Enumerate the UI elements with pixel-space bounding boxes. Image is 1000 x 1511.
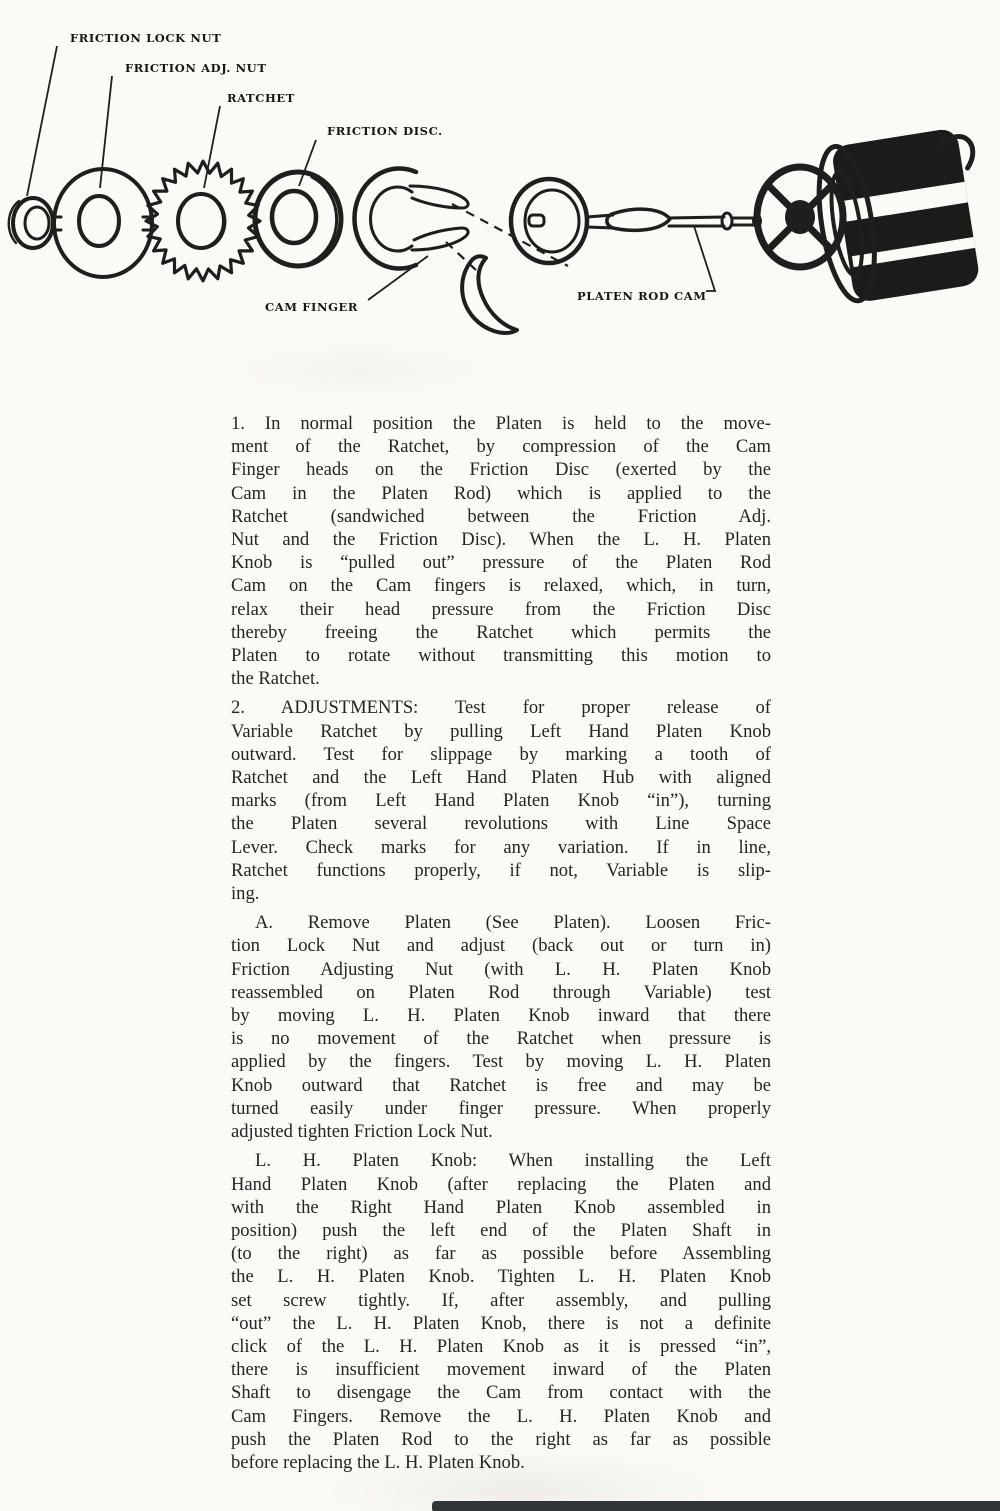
cam-finger-part [354, 169, 568, 333]
paragraph [231, 412, 771, 690]
text-line: Ratchet functions properly, if not, Variable is slip- [231, 859, 771, 881]
text-line: 2. ADJUSTMENTS: Test for proper release of [231, 697, 771, 719]
text-line: Finger heads on the Friction Disc (exerted by the [231, 459, 771, 481]
text-line: reassembled on Platen Rod through Variable) test [231, 981, 771, 1003]
text-line: Hand Platen Knob (after replacing the Platen and [231, 1173, 771, 1195]
label-ratchet: RATCHET [227, 91, 295, 105]
text-line: Knob is “pulled out” pressure of the Platen Rod [231, 552, 771, 574]
text-line: Platen to rotate without transmitting this motion to [231, 645, 771, 667]
platen-rod-cam-part [607, 209, 670, 230]
text-line: Cam on the Cam fingers is relaxed, which, in turn, [231, 575, 771, 597]
paragraph [231, 696, 771, 905]
text-line: “out” the L. H. Platen Knob, there is not a definite [231, 1312, 771, 1334]
paragraph [231, 1149, 771, 1474]
leader-friction-lock-nut [27, 46, 57, 196]
platen-rod [511, 179, 761, 263]
cam-finger-upper-prong [410, 186, 468, 208]
text-line: Nut and the Friction Disc). When the L. H. Platen [231, 529, 771, 551]
text-line: applied by the fingers. Test by moving L. H. Platen [231, 1051, 771, 1073]
text-line: the Platen several revolutions with Line Space [231, 813, 771, 835]
text-line: position) push the left end of the Platen Shaft in [231, 1219, 771, 1241]
text-line: Ratchet (sandwiched between the Friction Adj. [231, 505, 771, 527]
text-line: set screw tightly. If, after assembly, and pulling [231, 1289, 771, 1311]
text-line: A. Remove Platen (See Platen). Loosen Fric- [255, 912, 771, 934]
leader-platen-rod-cam [694, 226, 715, 291]
text-line: Shaft to disengage the Cam from contact with the [231, 1382, 771, 1404]
body-text [231, 412, 771, 1480]
text-line: Friction Adjusting Nut (with L. H. Platen Knob [231, 958, 771, 980]
label-cam-finger: CAM FINGER [265, 300, 359, 314]
leader-ratchet [204, 106, 220, 188]
text-line: is no movement of the Ratchet when pressure is [231, 1028, 771, 1050]
text-line: with the Right Hand Platen Knob assembled in [231, 1196, 771, 1218]
text-line: ment of the Ratchet, by compression of the Cam [231, 436, 771, 458]
platen-hub [757, 167, 843, 267]
text-line: Cam Fingers. Remove the L. H. Platen Knob and [231, 1405, 771, 1427]
text-line: adjusted tighten Friction Lock Nut. [231, 1121, 493, 1143]
text-line: marks (from Left Hand Platen Knob “in”), turning [231, 790, 771, 812]
cam-finger-segment [462, 256, 517, 333]
text-line: before replacing the L. H. Platen Knob. [231, 1451, 525, 1473]
label-friction-disc: FRICTION DISC. [327, 124, 443, 138]
platen-rod-stub [529, 215, 544, 226]
friction-disc-part [255, 172, 341, 266]
text-line: click of the L. H. Platen Knob as it is pressed “in”, [231, 1335, 771, 1357]
text-line: Variable Ratchet by pulling Left Hand Platen Knob [231, 720, 771, 742]
text-line: ing. [231, 883, 260, 905]
text-line: Lever. Check marks for any variation. If in line, [231, 836, 771, 858]
text-line: by moving L. H. Platen Knob inward that there [231, 1005, 771, 1027]
paragraph [231, 911, 771, 1143]
text-line: L. H. Platen Knob: When installing the Left [255, 1150, 771, 1172]
cam-finger-lower-prong [412, 228, 468, 250]
text-line: the Ratchet. [231, 668, 320, 690]
platen-knob [810, 125, 994, 306]
text-line: the L. H. Platen Knob. Tighten L. H. Platen Knob [231, 1266, 771, 1288]
text-line: Cam in the Platen Rod) which is applied to the [231, 482, 771, 504]
label-friction-adj-nut: FRICTION ADJ. NUT [125, 61, 267, 75]
ratchet-part [146, 161, 260, 281]
scan-edge-artifact [432, 1501, 1000, 1511]
text-line: turned easily under finger pressure. When properly [231, 1097, 771, 1119]
text-line: Knob outward that Ratchet is free and may be [231, 1074, 771, 1096]
ratchet-gear-outline [146, 161, 260, 281]
friction-adj-nut [52, 169, 153, 277]
text-line: tion Lock Nut and adjust (back out or turn in) [231, 935, 771, 957]
label-friction-lock-nut: FRICTION LOCK NUT [70, 31, 222, 45]
label-platen-rod-cam: PLATEN ROD CAM [577, 289, 707, 303]
friction-lock-nut [9, 198, 53, 248]
exploded-parts-diagram [0, 0, 1000, 352]
text-line: (to the right) as far as possible before Assembling [231, 1243, 771, 1265]
text-line: push the Platen Rod to the right as far as possible [231, 1428, 771, 1450]
text-line: thereby freeing the Ratchet which permits the [231, 621, 771, 643]
text-line: there is insufficient movement inward of the Platen [231, 1359, 771, 1381]
text-line: Ratchet and the Left Hand Platen Hub with aligned [231, 767, 771, 789]
text-line: 1. In normal position the Platen is held to the move- [231, 413, 771, 434]
text-line: outward. Test for slippage by marking a tooth of [231, 743, 771, 765]
text-line: relax their head pressure from the Friction Disc [231, 598, 771, 620]
